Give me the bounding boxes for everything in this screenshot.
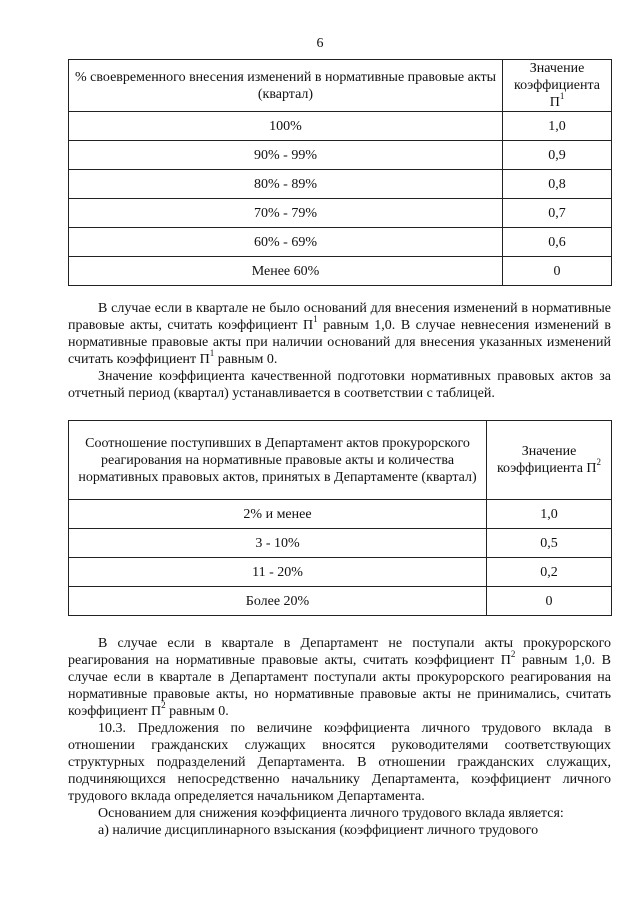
header-superscript: 2 xyxy=(596,457,602,468)
cell-value: 0,2 xyxy=(487,558,612,587)
superscript: 1 xyxy=(209,348,215,359)
table-row xyxy=(69,112,612,141)
table-row xyxy=(69,141,612,170)
cell-value: 0,6 xyxy=(503,228,612,257)
cell-value: 0 xyxy=(487,587,612,616)
paragraph-text: равным 1,0. В случае невнесения изменений в нормативные правовые акты при наличии оснований для внесения указанных изменений считать коэффициент П xyxy=(68,318,611,367)
cell-value: 0,5 xyxy=(487,529,612,558)
page-number: 6 xyxy=(316,36,324,51)
cell-value: 1,0 xyxy=(503,112,612,141)
table-header-coefficient xyxy=(503,60,612,112)
header-value-label: Значение xyxy=(529,61,585,76)
cell-value: 0 xyxy=(503,257,612,286)
cell-range: Менее 60% xyxy=(69,257,503,286)
superscript: 2 xyxy=(161,700,166,711)
paragraph-text: равным 1,0. В случае если в квартале в Департамент поступали акты прокурорского реагирования на нормативные правовые акты, но нормативные правовые акты не принимались, считать коэффициент П xyxy=(68,653,611,719)
paragraph: а) наличие дисциплинарного взыскания (коэффициент личного трудового xyxy=(98,823,539,838)
text-block-2 xyxy=(68,635,611,839)
table-header-coefficient xyxy=(487,421,612,500)
cell-value: 1,0 xyxy=(487,500,612,529)
table-row xyxy=(69,170,612,199)
table-row xyxy=(69,199,612,228)
cell-range: 3 - 10% xyxy=(69,529,487,558)
cell-value: 0,7 xyxy=(503,199,612,228)
header-superscript: 1 xyxy=(559,91,565,102)
cell-range: 100% xyxy=(69,112,503,141)
paragraph: Основанием для снижения коэффициента личного трудового вклада является: xyxy=(98,806,564,821)
table-row xyxy=(69,558,612,587)
cell-range: 11 - 20% xyxy=(69,558,487,587)
header-coefficient-label: коэффициента П xyxy=(496,461,597,476)
paragraph-text: В случае если в квартале в Департамент не поступали акты прокурорского реагирования на нормативные правовые акты, считать коэффициент П xyxy=(68,636,611,668)
paragraph-text: равным 0. xyxy=(214,352,278,367)
table-row xyxy=(69,228,612,257)
cell-range: 60% - 69% xyxy=(69,228,503,257)
table-row xyxy=(69,500,612,529)
table-row xyxy=(69,587,612,616)
header-value-label: Значение xyxy=(521,444,577,459)
table-header-ratio: Соотношение поступивших в Департамент актов прокурорского реагирования на нормативные правовые акты и количества нормативных правовых актов, принятых в Департаменте (квартал) xyxy=(69,421,487,500)
cell-value: 0,9 xyxy=(503,141,612,170)
table-header-row xyxy=(69,60,612,112)
paragraph: Значение коэффициента качественной подготовки нормативных правовых актов за отчетный период (квартал) устанавливается в соответствии с таблицей. xyxy=(68,369,611,401)
superscript: 1 xyxy=(313,314,318,325)
superscript: 2 xyxy=(510,649,516,660)
paragraph xyxy=(68,635,611,720)
cell-range: 90% - 99% xyxy=(69,141,503,170)
paragraph: 10.3. Предложения по величине коэффициента личного трудового вклада в отношении гражданских служащих вносятся руководителями соответствующих структурных подразделений Департамента. В отношении гражданских служащих, подчиняющихся непосредственно начальнику Департамента, коэффициент личного трудового вклада определяется начальником Департамента. xyxy=(68,721,611,804)
paragraph xyxy=(68,300,611,368)
cell-range: 70% - 79% xyxy=(69,199,503,228)
table-header-percent: % своевременного внесения изменений в нормативные правовые акты (квартал) xyxy=(69,60,503,112)
header-coefficient-label: коэффициента П xyxy=(514,78,600,110)
coefficient-p1-table xyxy=(68,59,612,286)
table-row xyxy=(69,529,612,558)
cell-range: 2% и менее xyxy=(69,500,487,529)
text-block-1 xyxy=(68,300,611,402)
paragraph-text: равным 0. xyxy=(165,704,229,719)
cell-range: 80% - 89% xyxy=(69,170,503,199)
paragraph-text: В случае если в квартале не было оснований для внесения изменений в нормативные правовые акты, считать коэффициент П xyxy=(68,301,611,333)
cell-range: Более 20% xyxy=(69,587,487,616)
cell-value: 0,8 xyxy=(503,170,612,199)
table-row xyxy=(69,257,612,286)
table-header-row xyxy=(69,421,612,500)
coefficient-p2-table xyxy=(68,420,612,616)
